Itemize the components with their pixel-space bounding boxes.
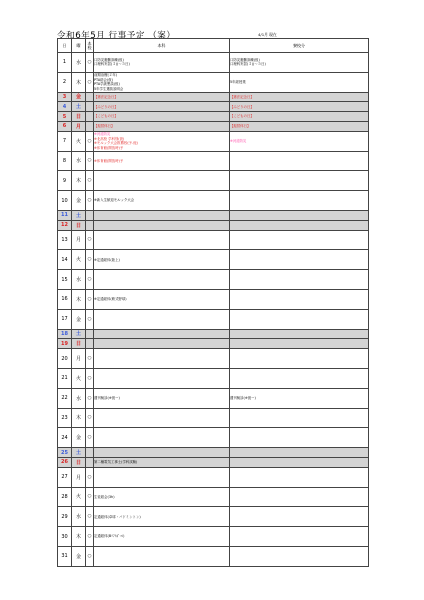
event-line: ※体育館(開放時)予	[94, 145, 124, 150]
day-number: 25	[58, 448, 72, 458]
main-events	[94, 230, 230, 250]
page-title: 令和6年5月 行事予定 （案）	[57, 31, 176, 41]
school-day-mark: ○	[86, 546, 94, 566]
dorm-events	[230, 121, 369, 131]
day-row	[58, 408, 369, 428]
dorm-events	[230, 289, 369, 309]
event-line: 【こどもの日】	[94, 114, 118, 119]
event-line: 週刊検診(※仮ー)	[230, 395, 256, 400]
event-line: ※河道防災	[94, 132, 111, 137]
main-events	[94, 349, 230, 369]
dorm-events	[230, 171, 369, 191]
school-day-mark	[86, 121, 94, 131]
day-number: 23	[58, 408, 72, 428]
day-number: 10	[58, 191, 72, 211]
day-row	[58, 448, 369, 458]
event-line: ※モルック大会推薦校(予.他)	[94, 141, 138, 146]
weekday: 木	[72, 289, 86, 309]
day-row	[58, 121, 369, 131]
school-day-mark	[86, 457, 94, 467]
weekday: 金	[72, 191, 86, 211]
main-events	[94, 457, 230, 467]
weekday: 月	[72, 230, 86, 250]
day-number: 21	[58, 368, 72, 388]
dorm-events	[230, 457, 369, 467]
main-events	[94, 121, 230, 131]
day-number: 28	[58, 487, 72, 507]
school-day-mark: ○	[86, 527, 94, 547]
main-events	[94, 112, 230, 122]
weekday: 火	[72, 368, 86, 388]
day-number: 1	[58, 53, 72, 73]
day-row	[58, 457, 369, 467]
event-line: 5年学生選抜説明会	[94, 86, 124, 91]
main-events	[94, 289, 230, 309]
day-row	[58, 507, 369, 527]
school-day-mark: ○	[86, 349, 94, 369]
header-maru: 本校	[86, 39, 94, 53]
dorm-events	[230, 151, 369, 171]
dorm-events	[230, 112, 369, 122]
event-line: 【憲法記念日】	[94, 94, 118, 99]
main-events	[94, 92, 230, 102]
day-number: 5	[58, 112, 72, 122]
dorm-events	[230, 507, 369, 527]
day-row	[58, 309, 369, 329]
dorm-events	[230, 428, 369, 448]
weekday: 水	[72, 507, 86, 527]
dorm-events	[230, 53, 369, 73]
event-line: ※定通総体(陸上)	[94, 257, 120, 262]
weekday: 水	[72, 53, 86, 73]
school-day-mark: ○	[86, 270, 94, 290]
dorm-events	[230, 102, 369, 112]
dorm-events	[230, 388, 369, 408]
main-events	[94, 467, 230, 487]
weekday: 日	[72, 457, 86, 467]
event-line: ※定通総体(軟式野球)	[94, 297, 127, 302]
school-day-mark	[86, 448, 94, 458]
dorm-events	[230, 349, 369, 369]
header-dorm: 寮校分	[230, 39, 369, 53]
weekday: 水	[72, 388, 86, 408]
weekday: 金	[72, 546, 86, 566]
weekday: 金	[72, 92, 86, 102]
dorm-events	[230, 92, 369, 102]
schedule-table	[57, 38, 369, 567]
day-row	[58, 428, 369, 448]
school-day-mark	[86, 92, 94, 102]
school-day-mark: ○	[86, 72, 94, 92]
dorm-events	[230, 270, 369, 290]
weekday: 土	[72, 329, 86, 339]
weekday: 日	[72, 112, 86, 122]
day-number: 27	[58, 467, 72, 487]
event-line: 【憲法記念日】	[230, 94, 254, 99]
day-number: 18	[58, 329, 72, 339]
main-events	[94, 339, 230, 349]
day-row	[58, 102, 369, 112]
main-events	[94, 102, 230, 112]
day-number: 3	[58, 92, 72, 102]
main-events	[94, 487, 230, 507]
main-events	[94, 72, 230, 92]
event-line: 第二種電気工事士(学科試験)	[94, 460, 138, 465]
weekday: 火	[72, 487, 86, 507]
day-row	[58, 72, 369, 92]
header-day: 日	[58, 39, 72, 53]
school-day-mark: ○	[86, 171, 94, 191]
event-line: 【こどもの日】	[230, 114, 254, 119]
day-number: 4	[58, 102, 72, 112]
day-number: 14	[58, 250, 72, 270]
school-day-mark	[86, 329, 94, 339]
day-number: 20	[58, 349, 72, 369]
day-row	[58, 191, 369, 211]
day-row	[58, 329, 369, 339]
day-row	[58, 527, 369, 547]
weekday: 土	[72, 210, 86, 220]
dorm-events	[230, 467, 369, 487]
school-day-mark: ○	[86, 151, 94, 171]
weekday: 月	[72, 349, 86, 369]
school-day-mark	[86, 210, 94, 220]
day-row	[58, 220, 369, 230]
day-row	[58, 131, 369, 151]
school-day-mark	[86, 102, 94, 112]
main-events	[94, 546, 230, 566]
dorm-events	[230, 329, 369, 339]
main-events	[94, 448, 230, 458]
day-row	[58, 368, 369, 388]
day-row	[58, 388, 369, 408]
event-line: 【振替休日】	[94, 124, 115, 129]
day-row	[58, 250, 369, 270]
event-line: 定通総体(Bｿﾌﾄﾎﾞｰﾙ)	[94, 534, 125, 539]
event-line: 定通総体(卓球・バドミントン)	[94, 514, 141, 519]
event-line: 【みどりの日】	[94, 104, 118, 109]
main-events	[94, 210, 230, 220]
day-row	[58, 210, 369, 220]
weekday: 木	[72, 408, 86, 428]
school-day-mark: ○	[86, 191, 94, 211]
event-line: 口理科実習(３)(～５日)	[230, 62, 266, 67]
weekday: 水	[72, 270, 86, 290]
event-line: 口防災避難訓練(仮)	[230, 57, 260, 62]
school-day-mark: ○	[86, 428, 94, 448]
dorm-events	[230, 527, 369, 547]
school-day-mark: ○	[86, 467, 94, 487]
day-row	[58, 112, 369, 122]
school-day-mark	[86, 112, 94, 122]
day-row	[58, 289, 369, 309]
dorm-events	[230, 408, 369, 428]
day-number: 7	[58, 131, 72, 151]
weekday: 火	[72, 250, 86, 270]
dorm-events	[230, 250, 369, 270]
event-line: 生徒総会(3h)	[94, 494, 115, 499]
day-number: 16	[58, 289, 72, 309]
event-line: 口理科実習(３)(～５日)	[94, 62, 130, 67]
school-day-mark: ○	[86, 53, 94, 73]
header-weekday: 曜	[72, 39, 86, 53]
school-day-mark: ○	[86, 131, 94, 151]
day-number: 12	[58, 220, 72, 230]
event-line: ※新入生歓迎モルック大会	[94, 198, 135, 203]
main-events	[94, 53, 230, 73]
day-number: 9	[58, 171, 72, 191]
day-number: 2	[58, 72, 72, 92]
school-day-mark: ○	[86, 388, 94, 408]
day-row	[58, 151, 369, 171]
day-row	[58, 270, 369, 290]
day-number: 8	[58, 151, 72, 171]
main-events	[94, 171, 230, 191]
day-row	[58, 339, 369, 349]
weekday: 水	[72, 151, 86, 171]
weekday: 月	[72, 121, 86, 131]
main-events	[94, 507, 230, 527]
school-day-mark: ○	[86, 368, 94, 388]
day-number: 19	[58, 339, 72, 349]
main-events	[94, 191, 230, 211]
weekday: 木	[72, 171, 86, 191]
day-row	[58, 230, 369, 250]
header-main: 本科	[94, 39, 230, 53]
school-day-mark: ○	[86, 487, 94, 507]
event-line: ※北高校 学科別(仮)	[94, 136, 125, 141]
school-day-mark: ○	[86, 289, 94, 309]
dorm-events	[230, 339, 369, 349]
dorm-events	[230, 210, 369, 220]
dorm-events	[230, 131, 369, 151]
day-row	[58, 53, 369, 73]
main-events	[94, 250, 230, 270]
main-events	[94, 408, 230, 428]
weekday: 金	[72, 428, 86, 448]
dorm-events	[230, 487, 369, 507]
day-row	[58, 467, 369, 487]
day-number: 31	[58, 546, 72, 566]
event-line: 前期治療(２年)	[94, 73, 117, 78]
day-number: 17	[58, 309, 72, 329]
header-row	[58, 39, 369, 53]
day-number: 24	[58, 428, 72, 448]
school-day-mark: ○	[86, 250, 94, 270]
day-row	[58, 546, 369, 566]
event-line: 5年総授業	[230, 79, 246, 84]
school-day-mark	[86, 220, 94, 230]
weekday: 木	[72, 72, 86, 92]
main-events	[94, 388, 230, 408]
dorm-events	[230, 220, 369, 230]
main-events	[94, 131, 230, 151]
event-line: PTA総会(仮)	[94, 77, 113, 82]
main-events	[94, 329, 230, 339]
event-line: 【振替休日】	[230, 124, 251, 129]
weekday: 火	[72, 131, 86, 151]
weekday: 土	[72, 102, 86, 112]
event-line: ※体育館(開放時)予	[94, 158, 124, 163]
day-row	[58, 92, 369, 102]
event-line: 口防災避難訓練(仮)	[94, 57, 124, 62]
dorm-events	[230, 368, 369, 388]
main-events	[94, 368, 230, 388]
event-line: 週刊検診(※仮ー)	[94, 395, 120, 400]
dorm-events	[230, 191, 369, 211]
day-number: 13	[58, 230, 72, 250]
school-day-mark: ○	[86, 230, 94, 250]
main-events	[94, 428, 230, 448]
dorm-events	[230, 230, 369, 250]
day-row	[58, 487, 369, 507]
dorm-events	[230, 309, 369, 329]
main-events	[94, 270, 230, 290]
weekday: 土	[72, 448, 86, 458]
day-number: 29	[58, 507, 72, 527]
day-row	[58, 171, 369, 191]
day-number: 6	[58, 121, 72, 131]
day-number: 26	[58, 457, 72, 467]
main-events	[94, 309, 230, 329]
school-day-mark: ○	[86, 408, 94, 428]
event-line: PTA学級懇談(仮)	[94, 82, 120, 87]
as-of-date: 4/1月 現在	[258, 32, 277, 37]
day-number: 15	[58, 270, 72, 290]
weekday: 月	[72, 467, 86, 487]
day-number: 22	[58, 388, 72, 408]
weekday: 日	[72, 220, 86, 230]
school-day-mark: ○	[86, 507, 94, 527]
weekday: 木	[72, 527, 86, 547]
school-day-mark	[86, 339, 94, 349]
main-events	[94, 220, 230, 230]
event-line: ※河道防災	[230, 138, 247, 143]
weekday: 日	[72, 339, 86, 349]
day-row	[58, 349, 369, 369]
dorm-events	[230, 448, 369, 458]
main-events	[94, 527, 230, 547]
main-events	[94, 151, 230, 171]
event-line: 【みどりの日】	[230, 104, 254, 109]
weekday: 金	[72, 309, 86, 329]
day-number: 11	[58, 210, 72, 220]
dorm-events	[230, 546, 369, 566]
dorm-events	[230, 72, 369, 92]
day-number: 30	[58, 527, 72, 547]
school-day-mark: ○	[86, 309, 94, 329]
